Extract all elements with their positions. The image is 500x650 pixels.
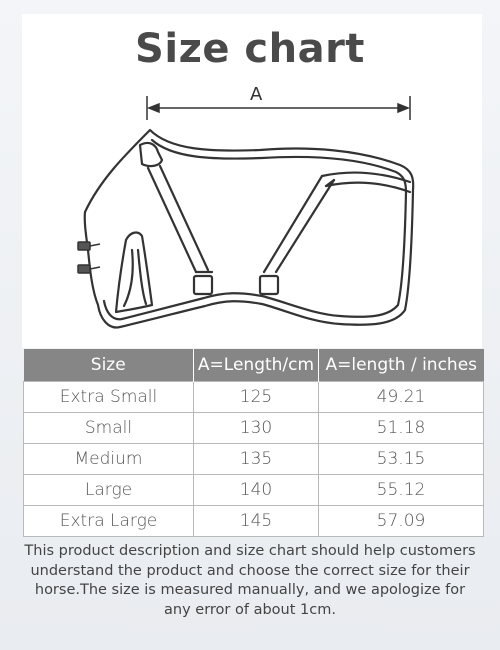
cell-size: Medium [24,444,194,475]
dimension-arrow [147,96,410,120]
cell-inches: 57.09 [319,506,484,537]
blanket-outline [85,130,413,327]
page-title: Size chart [135,26,365,72]
cell-inches: 53.15 [319,444,484,475]
table-row [24,444,484,475]
header-size: Size [24,349,194,382]
cell-inches: 49.21 [319,382,484,413]
cell-cm: 140 [194,475,319,506]
cell-size: Small [24,413,194,444]
cell-cm: 145 [194,506,319,537]
cell-size: Extra Large [24,506,194,537]
cell-size: Extra Small [24,382,194,413]
cell-inches: 55.12 [319,475,484,506]
cell-inches: 51.18 [319,413,484,444]
footnote-text: This product description and size chart should help customers understand the product and choose the correct size for their horse.The size is measured manually, and we apologize for any error of about 1cm. [24,543,476,618]
table-row [24,475,484,506]
table-row [24,506,484,537]
size-table [23,349,484,537]
table-header-row [24,349,484,382]
cell-size: Large [24,475,194,506]
cell-cm: 135 [194,444,319,475]
header-length-inches: A=length / inches [319,349,484,382]
cell-cm: 125 [194,382,319,413]
dimension-label-a: A [250,84,263,105]
table-row [24,413,484,444]
header-length-cm: A=Length/cm [194,349,319,382]
cell-cm: 130 [194,413,319,444]
table-row [24,382,484,413]
